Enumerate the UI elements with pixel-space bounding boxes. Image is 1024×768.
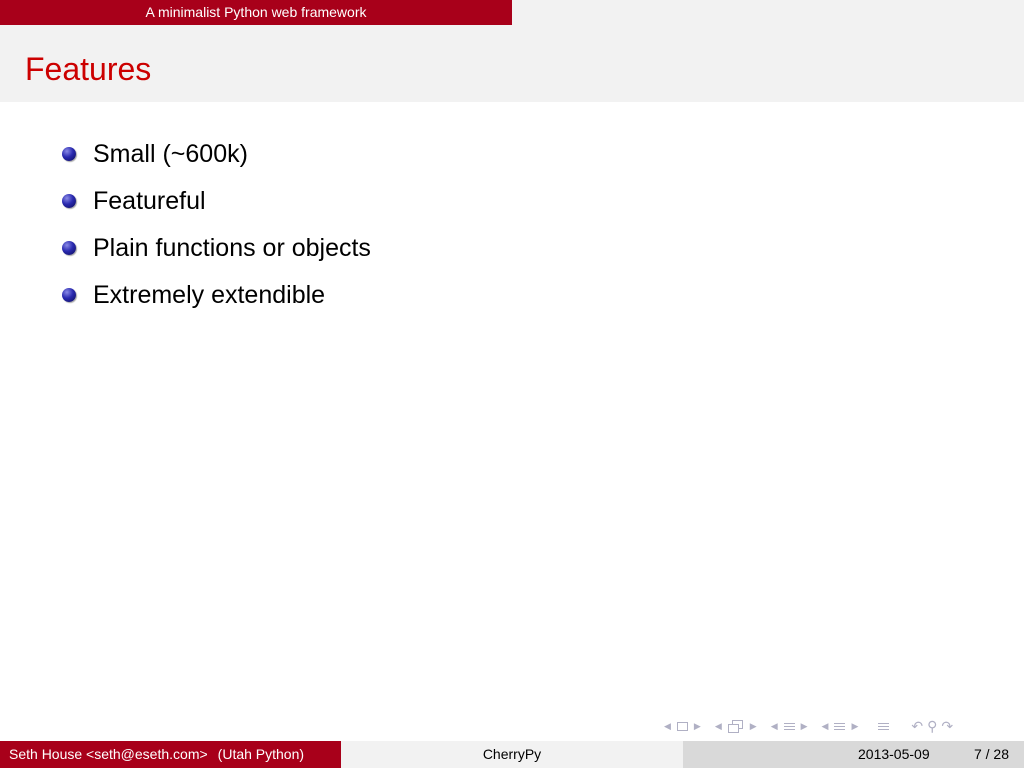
document-nav-icon[interactable]	[822, 721, 859, 732]
footer-date: 2013-05-09	[858, 746, 930, 762]
chevron-right-icon[interactable]: ▶	[749, 720, 757, 731]
list-item	[62, 279, 371, 326]
page-title: Features	[25, 51, 152, 87]
chevron-left-icon[interactable]: ◀	[770, 720, 778, 731]
frame-title-bar	[0, 25, 1024, 102]
navigation-symbols	[664, 716, 1020, 736]
list-item-text: Small (~600k)	[93, 140, 248, 168]
search-icon[interactable]: ⚲	[927, 718, 938, 734]
bullet-icon	[62, 241, 76, 255]
list-item	[62, 185, 371, 232]
section-icon	[784, 721, 795, 732]
chevron-right-icon[interactable]: ▶	[693, 720, 701, 731]
footer-author-box	[0, 741, 341, 768]
frame-icon	[677, 722, 688, 731]
chevron-left-icon[interactable]: ◀	[664, 720, 671, 731]
bullet-icon	[62, 194, 76, 208]
chevron-left-icon[interactable]: ◀	[714, 720, 722, 731]
redo-icon[interactable]: ↷	[941, 718, 954, 734]
search-nav[interactable]	[909, 719, 955, 733]
list-item-text: Featureful	[93, 187, 206, 215]
document-icon	[834, 721, 845, 732]
footer-author: Seth House <seth@eseth.com>	[9, 746, 208, 762]
list-item	[62, 138, 371, 185]
subsection-nav-icon[interactable]	[715, 720, 757, 733]
frame-nav-icon[interactable]	[664, 722, 701, 731]
section-title[interactable]: A minimalist Python web framework	[0, 0, 512, 25]
bullet-icon	[62, 288, 76, 302]
header-bar	[0, 0, 1024, 25]
chevron-right-icon[interactable]: ▶	[851, 720, 859, 731]
chevron-left-icon[interactable]: ◀	[821, 720, 829, 731]
list-item	[62, 232, 371, 279]
align-icon[interactable]	[878, 721, 889, 732]
list-item-text: Extremely extendible	[93, 281, 326, 309]
bullet-list	[62, 138, 371, 326]
section-nav-icon[interactable]	[771, 721, 808, 732]
page-number: 7 / 28	[973, 746, 1009, 762]
chevron-right-icon[interactable]: ▶	[800, 720, 808, 731]
footer-date-box	[683, 741, 1024, 768]
footer-title: CherryPy	[482, 746, 542, 762]
undo-icon[interactable]: ↶	[911, 718, 924, 734]
footer-institute: (Utah Python)	[217, 746, 305, 762]
subsection-icon	[728, 720, 744, 733]
align-nav-icon[interactable]	[872, 721, 895, 732]
bullet-icon	[62, 147, 76, 161]
footer-title-box	[341, 741, 683, 768]
list-item-text: Plain functions or objects	[93, 234, 371, 262]
footer	[0, 741, 1024, 768]
